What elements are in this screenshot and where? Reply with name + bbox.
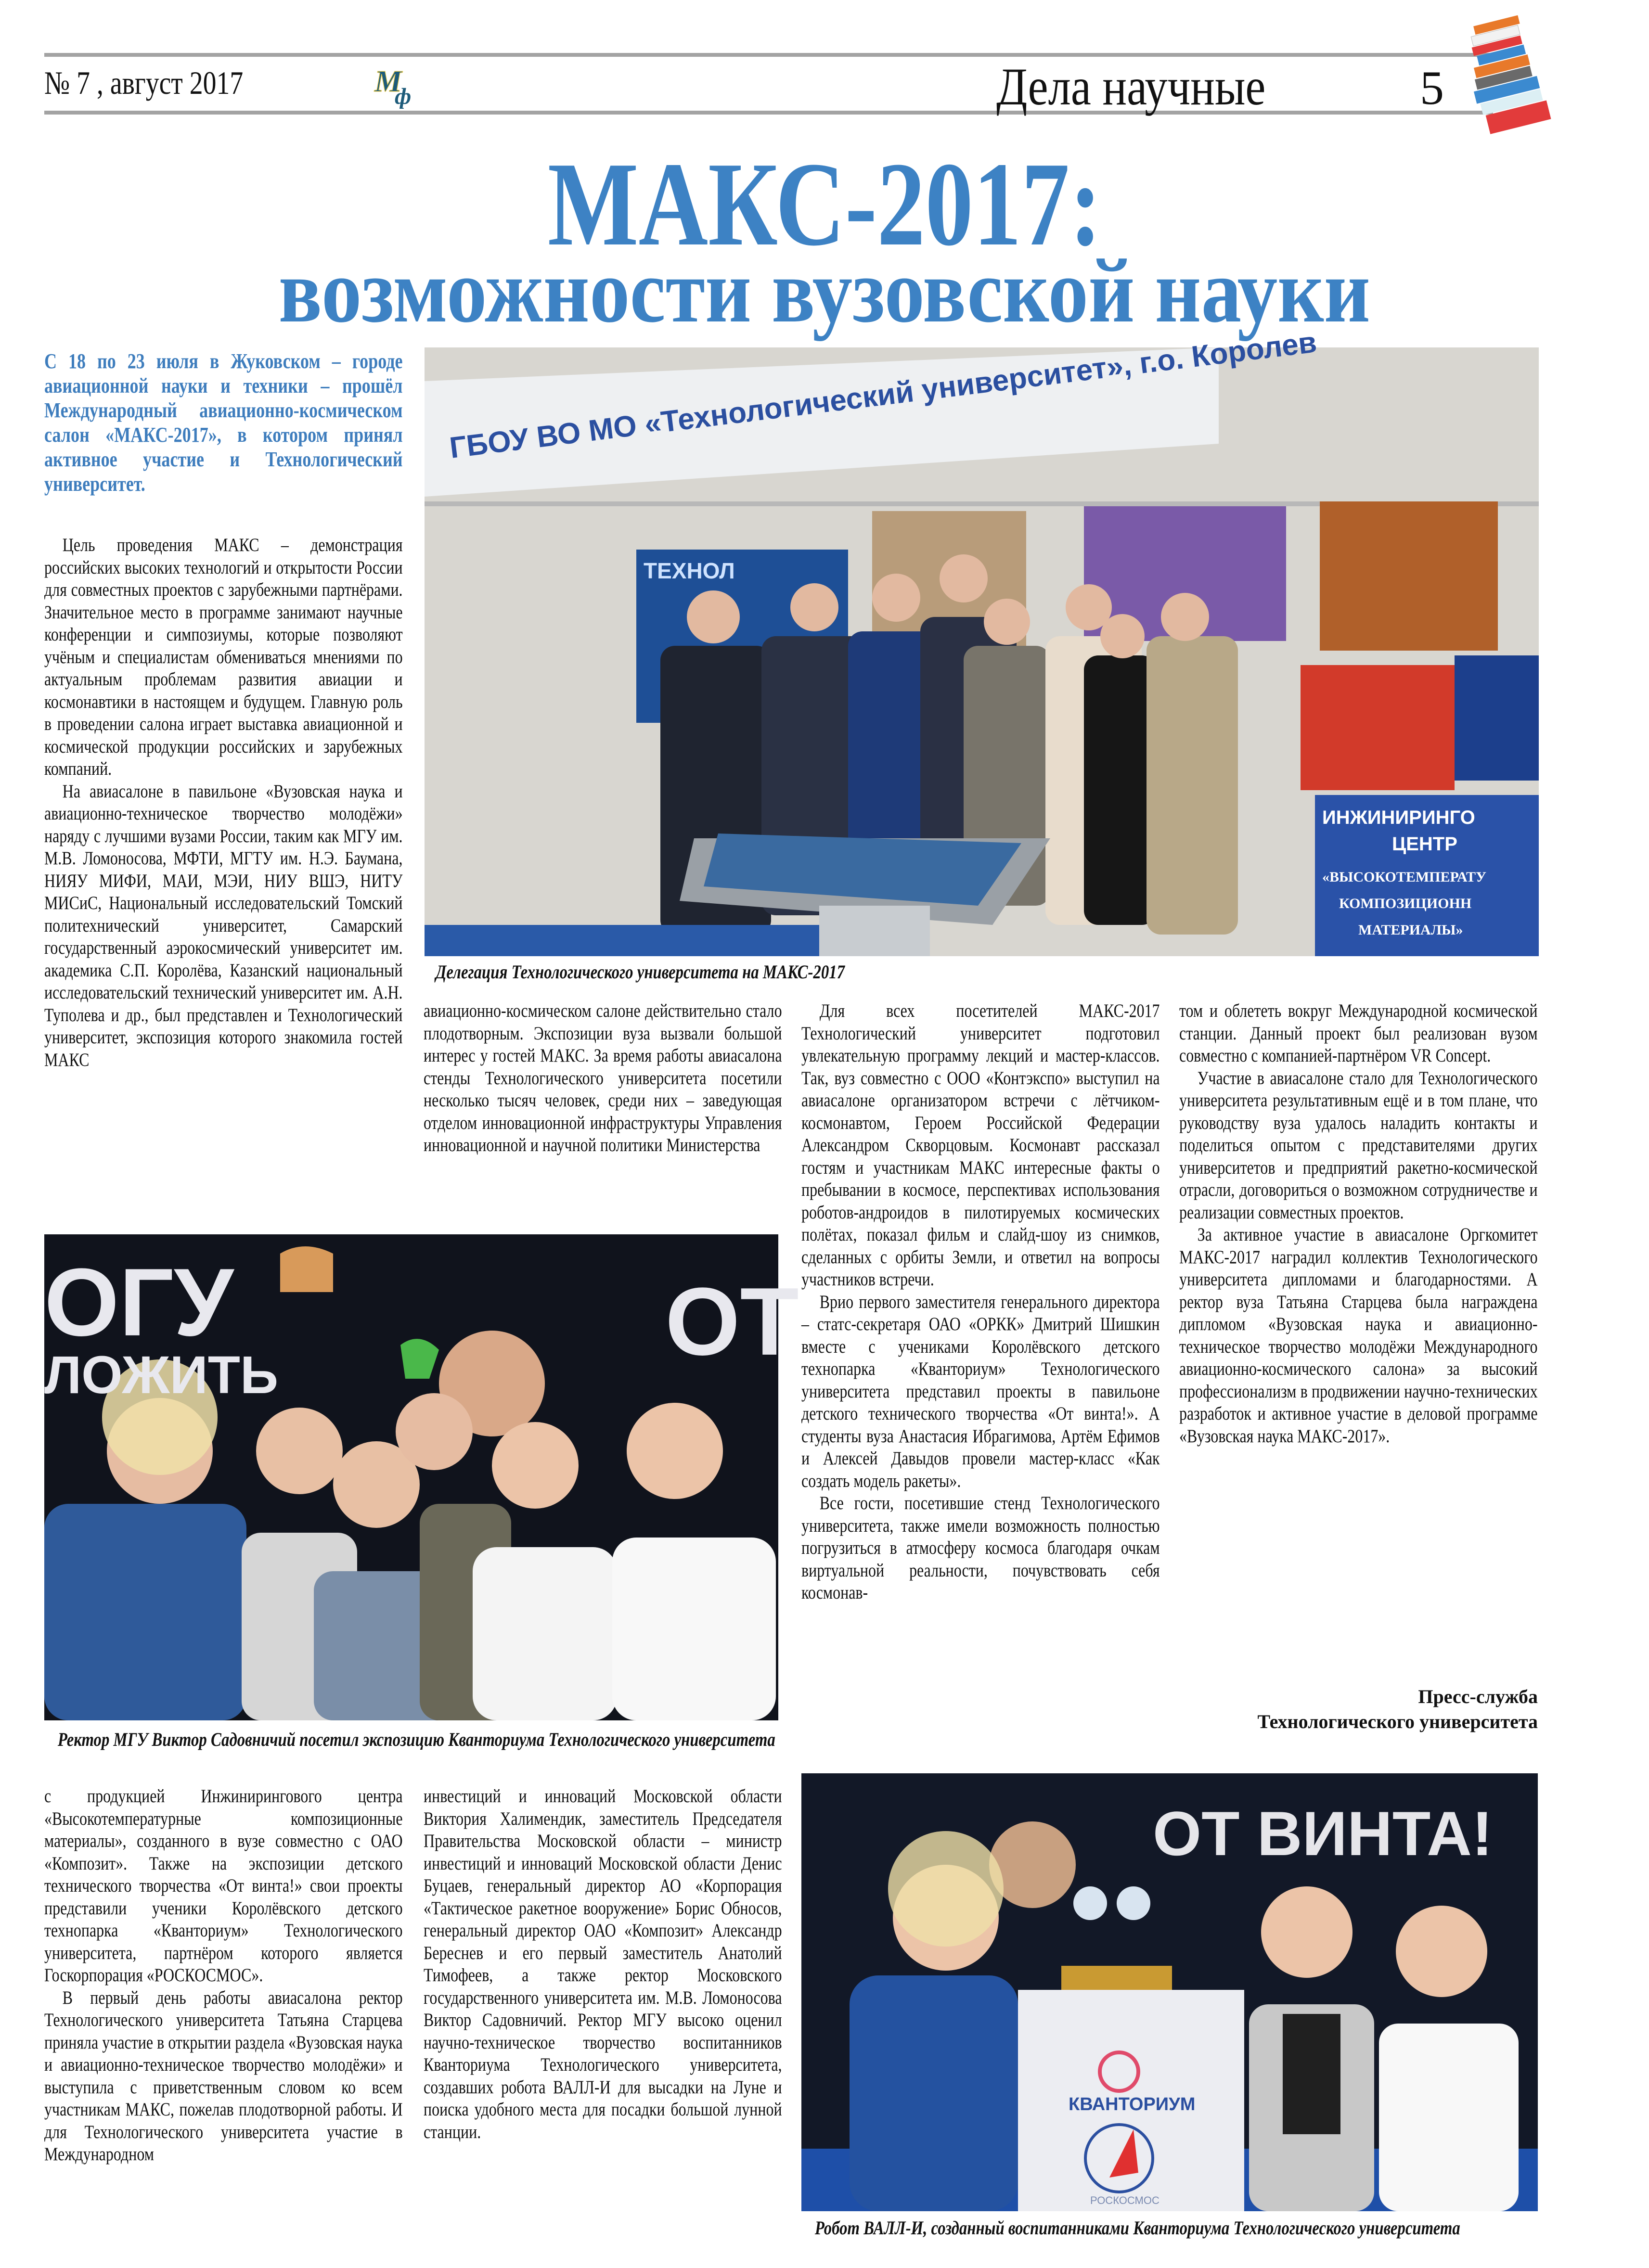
bg-text-3: ОТ — [665, 1268, 799, 1375]
paragraph: Врио первого заместителя генерального директора – статс-секретаря ОАО «ОРКК» Дмитрий Шишкин вместе с учениками Королёвского детского технопарка «Кванториум» Технологического университета представил проекты в павильоне детского технического творчества «От винта!». А студенты вуза Анастасия Ибрагимова, Артём Ефимов и Алексей Давыдов провели мастер-класс «Как создать модель ракеты». — [801, 1291, 1160, 1491]
article-column-2 — [424, 1000, 782, 1157]
newspaper-logo — [371, 62, 424, 110]
header-rule-top — [44, 53, 1493, 57]
headline-main: МАКС-2017: — [547, 138, 1102, 271]
article-column-1 — [44, 534, 403, 1071]
paragraph: Для всех посетителей МАКС-2017 Технологический университет подготовил увлекательную программу лекций и мастер-классов. Так, вуз совместно с ООО «Контэкспо» выступил на авиасалоне организатором встречи с лётчиком-космонавтом, Героем Российской Федерации Александром Скворцовым. Космонавт рассказал гостям и участникам МАКС интересные факты о пребывании в космосе, перспективах использования роботов-андроидов в пилотируемых космических полётах, показал фильм и слайд-шоу из снимков, сделанных с орбиты Земли, и ответил на вопросы участников встречи. — [801, 1000, 1160, 1290]
article-column-4 — [1179, 1000, 1538, 1448]
header-rule-bottom — [44, 111, 1493, 115]
booth-banner-text: ГБОУ ВО МО «Технологический университет», г.о. Королев — [448, 325, 1319, 465]
bg-text-2: ЛОЖИТЬ — [44, 1345, 279, 1405]
paragraph: том и облететь вокруг Международной космической станции. Данный проект был реализован вузом совместно с компанией-партнёром VR Concept. — [1179, 1000, 1538, 1066]
photo-robot-walle — [801, 1773, 1538, 2211]
author-signature — [1179, 1684, 1538, 1734]
svg-text:М: М — [374, 64, 402, 98]
svg-text:ф: ф — [395, 84, 412, 109]
kvantorium-logo: КВАНТОРИУМ — [1069, 2094, 1196, 2114]
booth-panel-text1: «ВЫСОКОТЕМПЕРАТУ — [1322, 869, 1487, 885]
paragraph: Цель проведения МАКС – демонстрация российских высоких технологий и открытости России для совместных проектов с зарубежными партнёрами. Значительное место в программе занимают научные конференции и симпозиумы, которые позволяют учёным и специалистам обмениваться мнениями по актуальным проблемам развития авиации и космонавтики в настоящем и будущем. Главную роль в проведении салона играет выставка авиационной и космической продукции российских и зарубежных компаний. — [44, 535, 403, 779]
signature-line-2: Технологического университета — [1257, 1711, 1538, 1732]
booth-panel-text3: МАТЕРИАЛЫ» — [1358, 922, 1463, 938]
lead-paragraph: С 18 по 23 июля в Жуковском – городе авиационной науки и техники – прошёл Международный авиационно-космическом салон «МАКС-2017», в котором принял активное участие и Технологический университет. — [44, 349, 403, 496]
bg-text-ot-vinta: ОТ ВИНТА! — [1153, 1798, 1493, 1869]
photo-delegation-booth — [425, 325, 1539, 956]
paragraph: с продукцией Инжинирингового центра «Высокотемпературные композиционные материалы», созданного в вузе совместно с ОАО «Композит». Также на экспозиции детского технического творчества «От винта!» свои проекты представили ученики Королёвского детского технопарка «Кванториум» Технологического университета, партнёром которого является Госкорпорация «РОСКОСМОС». — [44, 1786, 403, 1986]
article-column-6 — [424, 1785, 782, 2143]
headline-sub: возможности вузовской науки — [278, 241, 1371, 342]
page-number: 5 — [1420, 61, 1444, 115]
paragraph: В первый день работы авиасалона ректор Технологического университета Татьяна Старцева приняла участие в открытии раздела «Вузовская наука и авиационно-техническое творчество молодёжи» и выступила с приветственным словом ко всем участникам МАКС, пожелав плодотворной работы. И для Технологического университета участие в Международном — [44, 1987, 403, 2165]
booth-screen-text: ТЕХНОЛ — [644, 558, 735, 583]
section-title: Дела научные — [996, 57, 1266, 116]
paragraph: инвестиций и инноваций Московской области Виктория Халимендик, заместитель Председателя Правительства Московской области – министр инвестиций и инноваций Московской области Денис Буцаев, генеральный директор АО «Корпорация «Тактическое ракетное вооружение» Борис Обносов, генеральный директор ОАО «Композит» Александр Береснев и его первый заместитель Анатолий Тимофеев, а также ректор Московского государственного университета им. М.В. Ломоносова Виктор Садовничий. Ректор МГУ высоко оценил научно-техническое творчество воспитанников Кванториума Технологического университета, создавших робота ВАЛЛ-И для высадки на Луне и поиска удобного места для посадки большой лунной станции. — [424, 1786, 782, 2142]
issue-date: № 7 , август 2017 — [44, 64, 244, 101]
paragraph: Участие в авиасалоне стало для Технологического университета результативным ещё и в том плане, что руководству вуза удалось наладить контакты и поделиться опытом с представителями других университетов и предприятий ракетно-космической отрасли, договориться о возможном сотрудничестве и реализации совместных проектов. — [1179, 1067, 1538, 1223]
photo-caption-rector: Ректор МГУ Виктор Садовничий посетил экспозицию Кванториума Технологического университета — [57, 1729, 775, 1750]
roscosmos-logo: РОСКОСМОС — [1090, 2194, 1159, 2206]
paragraph: За активное участие в авиасалоне Оргкомитет МАКС-2017 наградил коллектив Технологического университета дипломами и благодарностями. А ректор вуза Татьяна Старцева была награждена дипломом «Вузовская наука и авиационно-техническое творчество молодёжи Международного авиационно-космического салона» за высокий профессионализм в продвижении научно-технических разработок и активное участие в деловой программе «Вузовская наука МАКС-2017». — [1179, 1224, 1538, 1447]
bg-text-1: ОГУ — [44, 1249, 234, 1356]
books-stack-icon — [1463, 10, 1555, 149]
photo-caption-robot: Робот ВАЛЛ-И, созданный воспитанниками Кванториума Технологического университета — [814, 2217, 1460, 2239]
booth-panel-text2: КОМПОЗИЦИОНН — [1339, 896, 1472, 911]
paragraph: авиационно-космическом салоне действительно стало плодотворным. Экспозиции вуза вызвали большой интерес у гостей МАКС. За время работы авиасалона стенды Технологического университета посетили несколько тысяч человек, среди них – заведующая отделом инновационной инфраструктуры Управления инновационной и научной политики Министерства — [424, 1000, 782, 1155]
paragraph: Все гости, посетившие стенд Технологического университета, также имели возможность полностью погрузиться в атмосферу космоса благодаря очкам виртуальной реальности, почувствовать себя космонав- — [801, 1493, 1160, 1603]
photo-rector-visit — [44, 1234, 799, 1720]
signature-line-1: Пресс-служба — [1418, 1686, 1538, 1707]
booth-panel-title: ИНЖИНИРИНГО — [1322, 807, 1475, 828]
paragraph: На авиасалоне в павильоне «Вузовская наука и авиационно-техническое творчество молодёжи» наряду с лучшими вузами России, таким как МГУ им. М.В. Ломоносова, МФТИ, МГТУ им. Н.Э. Баумана, НИЯУ МИФИ, МАИ, МЭИ, НИУ ВШЭ, НИТУ МИСиС, Национальный исследовательский Томский политехнический университет, Самарский государственный аэрокосмический университет им. академика С.П. Королёва, Казанский национальный исследовательский технический университет им. А.Н. Туполева и др., был представлен и Технологический университет, экспозиция которого знакомила гостей МАКС — [44, 781, 403, 1070]
article-column-3 — [801, 1000, 1160, 1604]
booth-panel-sub: ЦЕНТР — [1392, 833, 1457, 855]
article-column-5 — [44, 1785, 403, 2166]
photo-caption-delegation: Делегация Технологического университета на МАКС-2017 — [436, 961, 845, 983]
